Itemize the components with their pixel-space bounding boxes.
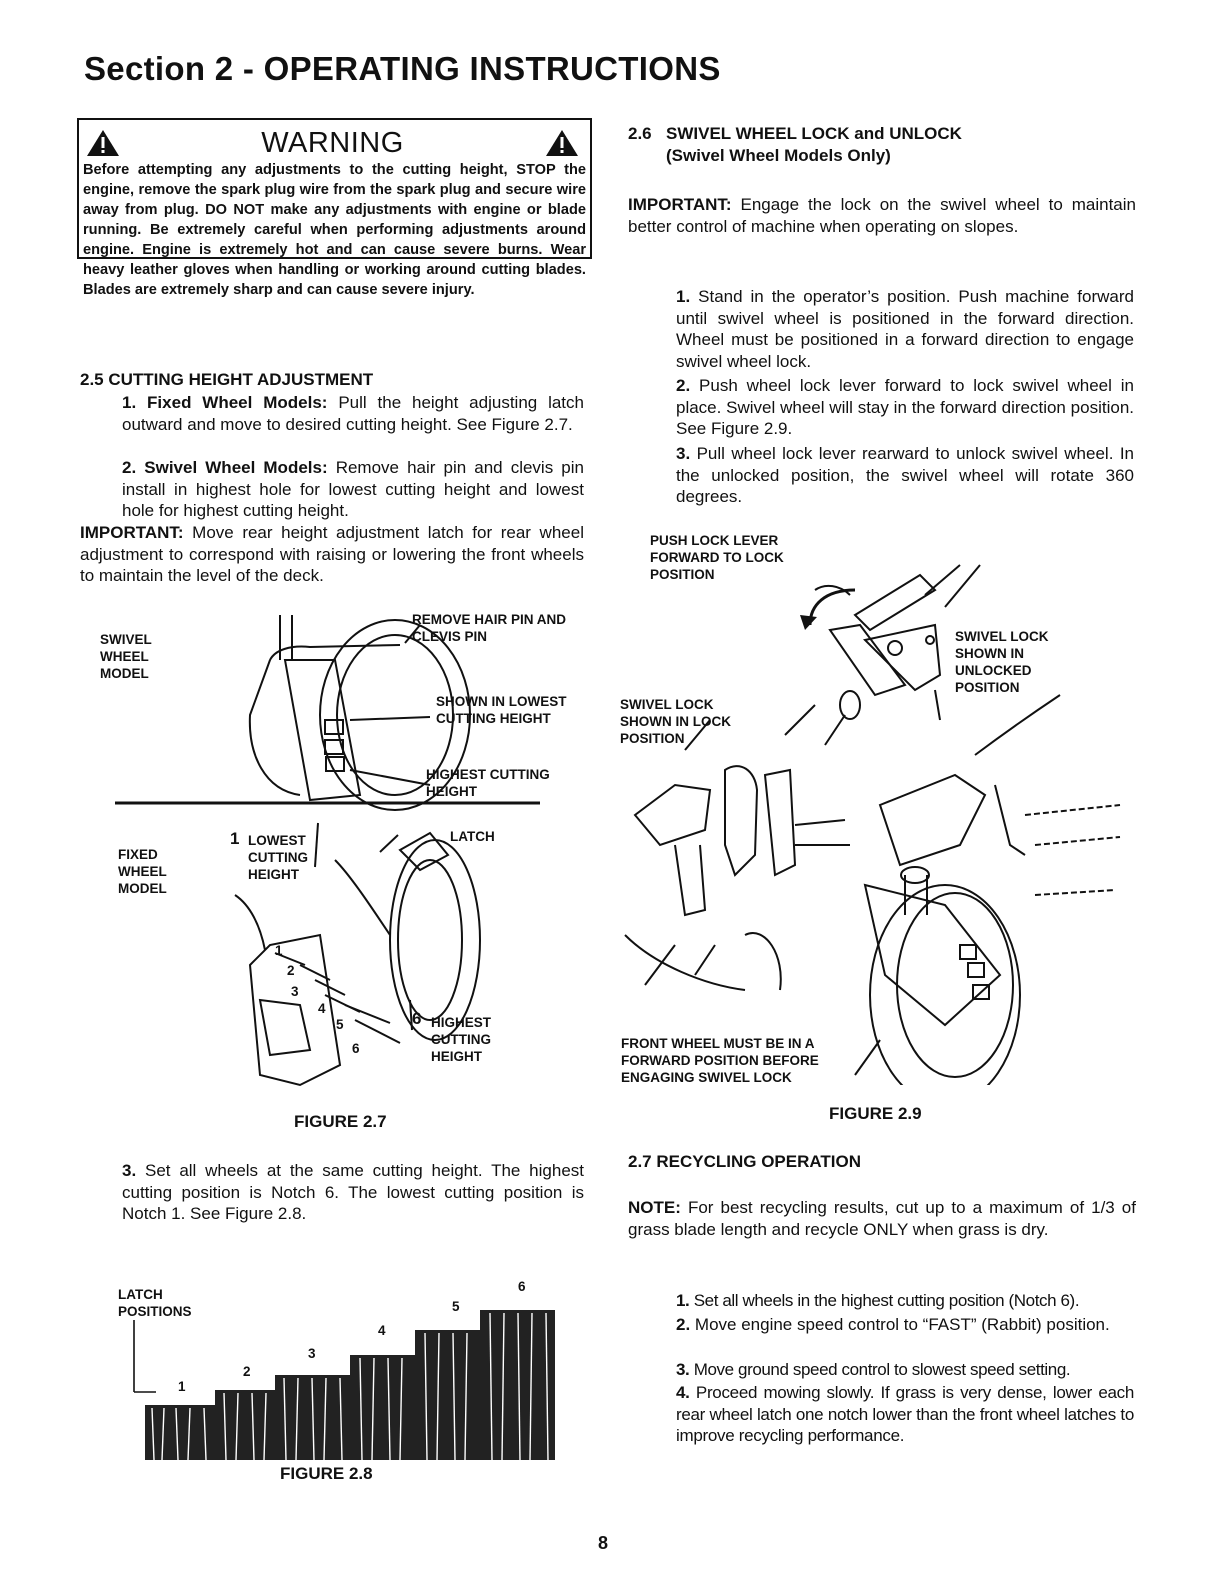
highest-cutting-height-label: HIGHEST CUTTING HEIGHT xyxy=(431,1015,492,1064)
latch-positions-label: LATCH POSITIONS xyxy=(118,1287,192,1319)
section-2-5-item-1 xyxy=(122,392,584,435)
highest-notch-number: 6 xyxy=(412,1009,422,1028)
push-lock-lever-label: PUSH LOCK LEVER FORWARD TO LOCK POSITION xyxy=(650,533,784,582)
latch-position-3: 3 xyxy=(308,1346,316,1361)
item-text: Set all wheels at the same cutting height. The highest cutting position is Notch 6. The lowest cutting position is Notch 1. See Figure 2.8. xyxy=(122,1161,584,1224)
section-2-7-item-1 xyxy=(676,1290,1134,1312)
item-number: 1. xyxy=(676,1291,690,1310)
item-number: 2. xyxy=(676,1315,691,1334)
section-2-6-number: 2.6 xyxy=(628,124,652,143)
remove-pin-label: REMOVE HAIR PIN AND CLEVIS PIN xyxy=(412,612,567,644)
notch-4: 4 xyxy=(318,1001,326,1016)
swivel-lock-unlocked-label: SWIVEL LOCK SHOWN IN UNLOCKED POSITION xyxy=(955,629,1049,695)
section-2-7-note xyxy=(628,1197,1136,1240)
section-2-5-heading: 2.5 CUTTING HEIGHT ADJUSTMENT xyxy=(80,370,374,389)
section-2-7-item-2 xyxy=(676,1314,1134,1336)
important-text: Move rear height adjustment latch for rear wheel adjustment to correspond with raising or lowering the front wheels to maintain the level of the deck. xyxy=(80,523,584,586)
warning-text: Before attempting any adjustments to the cutting height, STOP the engine, remove the spark plug wire from the spark plug and secure wire away from plug. DO NOT make any adjustments with engine or blade running. Be extremely careful when performing adjustments around engine. Engine is extremely hot and can cause severe burns. Wear heavy leather gloves when handling or working around cutting blades. Blades are extremely sharp and can cause severe injury. xyxy=(83,162,586,298)
latch-position-6: 6 xyxy=(518,1279,526,1294)
page-number: 8 xyxy=(598,1533,609,1553)
notch-2: 2 xyxy=(287,963,295,978)
page-title: Section 2 - OPERATING INSTRUCTIONS xyxy=(84,50,721,87)
important-lead: IMPORTANT: xyxy=(80,523,184,542)
highest-cutting-label: HIGHEST CUTTING HEIGHT xyxy=(426,767,550,799)
fixed-wheel-model-label: FIXED WHEEL MODEL xyxy=(118,847,167,896)
important-lead: IMPORTANT: xyxy=(628,195,732,214)
item-text: Set all wheels in the highest cutting position (Notch 6). xyxy=(693,1291,1080,1310)
figure-2-7-caption: FIGURE 2.7 xyxy=(294,1112,387,1131)
latch-position-4: 4 xyxy=(378,1323,386,1338)
item-text: Remove hair pin and clevis pin install in highest hole for lowest cutting height and lowest hole for highest cutting height. xyxy=(122,458,584,521)
section-2-5-item-2 xyxy=(122,457,584,522)
shown-lowest-label: SHOWN IN LOWEST CUTTING HEIGHT xyxy=(436,694,567,726)
item-text: Move ground speed control to slowest speed setting. xyxy=(693,1360,1071,1379)
item-number: 1. xyxy=(122,393,137,412)
figure-2-8-caption: FIGURE 2.8 xyxy=(280,1464,373,1483)
front-wheel-note-label: FRONT WHEEL MUST BE IN A FORWARD POSITION BEFORE ENGAGING SWIVEL LOCK xyxy=(621,1036,819,1085)
swivel-lock-locked-label: SWIVEL LOCK SHOWN IN LOCK POSITION xyxy=(620,697,731,746)
section-2-5-item-3 xyxy=(122,1160,584,1225)
section-2-6-heading: SWIVEL WHEEL LOCK and UNLOCK xyxy=(666,124,962,143)
latch-label: LATCH xyxy=(450,829,495,844)
section-2-7-item-3 xyxy=(676,1359,1134,1381)
lowest-cutting-height-label: LOWEST CUTTING HEIGHT xyxy=(248,833,308,882)
item-text: Push wheel lock lever forward to lock swivel wheel in place. Swivel wheel will stay in the forward direction position. See Figure 2.9. xyxy=(676,376,1134,439)
item-number: 1. xyxy=(676,287,691,306)
note-lead: NOTE: xyxy=(628,1198,681,1217)
section-2-6-item-2 xyxy=(676,375,1134,440)
lowest-notch-number: 1 xyxy=(230,829,240,848)
section-2-7-heading: 2.7 RECYCLING OPERATION xyxy=(628,1152,861,1171)
section-2-6-item-1 xyxy=(676,286,1134,372)
item-lead: Fixed Wheel Models: xyxy=(147,393,328,412)
section-2-6-important xyxy=(628,194,1136,237)
item-number: 3. xyxy=(676,1360,690,1379)
item-text: Pull the height adjusting latch outward and move to desired cutting height. See Figure 2.7. xyxy=(122,393,584,434)
section-2-5-important xyxy=(80,522,584,587)
item-number: 3. xyxy=(676,444,691,463)
warning-triangle-icon xyxy=(85,128,121,158)
latch-position-5: 5 xyxy=(452,1299,460,1314)
item-number: 4. xyxy=(676,1383,690,1402)
item-text: Proceed mowing slowly. If grass is very dense, lower each rear wheel latch one notch lower than the front wheel latches to improve recycling performance. xyxy=(676,1383,1134,1446)
item-lead: Swivel Wheel Models: xyxy=(144,458,328,477)
notch-5: 5 xyxy=(336,1017,344,1032)
notch-3: 3 xyxy=(291,984,299,999)
latch-position-1: 1 xyxy=(178,1379,186,1394)
warning-box xyxy=(77,118,592,298)
item-number: 2. xyxy=(122,458,137,477)
item-text: Pull wheel lock lever rearward to unlock swivel wheel. In the unlocked position, the swivel wheel will rotate 360 degrees. xyxy=(676,444,1134,507)
warning-triangle-icon xyxy=(544,128,580,158)
warning-heading: WARNING xyxy=(261,126,404,159)
important-text: Engage the lock on the swivel wheel to maintain better control of machine when operating on slopes. xyxy=(628,195,1136,236)
item-number: 2. xyxy=(676,376,691,395)
note-text: For best recycling results, cut up to a maximum of 1/3 of grass blade length and recycle ONLY when grass is dry. xyxy=(628,1198,1136,1239)
item-number: 3. xyxy=(122,1161,137,1180)
figure-2-9-caption: FIGURE 2.9 xyxy=(829,1104,922,1123)
item-text: Move engine speed control to “FAST” (Rabbit) position. xyxy=(694,1315,1110,1334)
notch-1: 1 xyxy=(275,943,283,958)
section-2-6-subheading: (Swivel Wheel Models Only) xyxy=(666,146,891,165)
figure-2-9-illustration xyxy=(615,545,1135,1085)
section-2-6-item-3 xyxy=(676,443,1134,508)
notch-6: 6 xyxy=(352,1041,360,1056)
latch-position-2: 2 xyxy=(243,1364,251,1379)
swivel-wheel-model-label: SWIVEL WHEEL MODEL xyxy=(100,632,152,681)
section-2-7-item-4 xyxy=(676,1382,1134,1447)
item-text: Stand in the operator’s position. Push machine forward until swivel wheel is positioned in the forward direction. Wheel must be positioned in a forward direction to engage swivel wheel lock. xyxy=(676,287,1134,371)
